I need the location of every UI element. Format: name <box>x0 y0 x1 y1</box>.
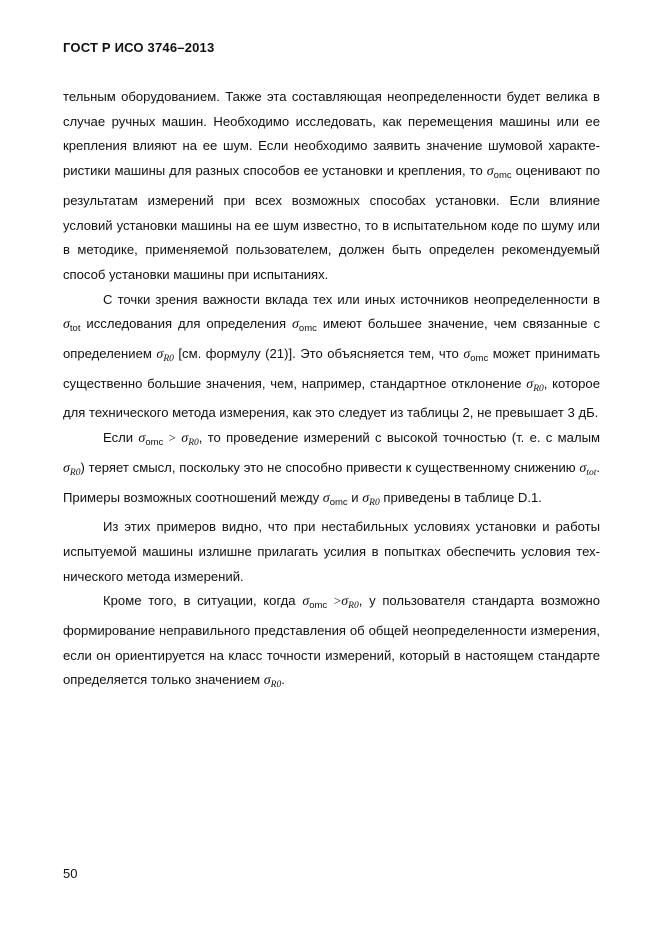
page-number: 50 <box>63 866 78 881</box>
sigma-omc-symbol: $\sigma_{omc}$ <box>138 431 164 449</box>
paragraph-2-text-b: исследования для определения <box>86 316 287 332</box>
paragraph-5 <box>63 589 600 698</box>
sigma-omc-symbol: $\sigma_{omc}$ <box>292 317 317 335</box>
document-body <box>63 85 600 698</box>
sigma-r0-symbol: $\sigma_{R0}$ <box>526 376 544 394</box>
paragraph-1 <box>63 85 600 288</box>
paragraph-1-text-a: тельным оборудованием. Также эта составляющая неопределенности будет велика в случае ручных машин. Необходимо исследовать, как перемещения машины или ее крепления влияют на ее шум. Если необходимо заявить значение шумовой характеристики машины для разных способов ее установки и крепления, то <box>63 89 600 179</box>
sigma-omc-symbol: $\sigma_{omc}$ <box>322 490 348 508</box>
paragraph-2-text-d: [см. формулу (21)]. Это объясняется тем, что <box>178 346 459 362</box>
paragraph-5-text-a: Кроме того, в ситуации, когда <box>103 593 296 609</box>
paragraph-3 <box>63 426 600 515</box>
paragraph-2-text-e: может принимать существенно большие значения, чем, например, стандартное отклонение <box>63 346 601 391</box>
greater-than-symbol: > <box>168 430 176 446</box>
paragraph-3-text-d: . Примеры возможных соотношений между <box>63 459 600 505</box>
sigma-omc-symbol: $\sigma_{omc}$ <box>486 164 512 182</box>
greater-than-symbol: > <box>333 593 342 609</box>
sigma-tot-symbol: $\sigma_{tot}$ <box>63 317 81 335</box>
paragraph-2-text-c: имеют большее значение, чем связанные с определением <box>63 316 601 362</box>
paragraph-2-text-f: , которое для технического метода измерения, как это следует из таблицы 2, не превышает 3 дБ. <box>63 375 600 421</box>
sigma-r0-symbol: $\sigma_{R0}$ <box>341 594 359 612</box>
paragraph-3-text-a: Если <box>103 430 134 446</box>
paragraph-3-text-b: , то проведение измерений с высокой точностью (т. е. с малым <box>198 430 601 446</box>
paragraph-5-text-b: , у пользователя стандарта возможно формирование неправильного представления об общей неопределенности измерения, если он ориентируется на класс точности измерений, который в настоящем стандарте определяется только значением <box>63 593 601 688</box>
sigma-r0-symbol: $\sigma_{R0}$ <box>181 431 199 449</box>
sigma-r0-symbol: $\sigma_{R0}$ <box>263 673 282 691</box>
sigma-r0-symbol: $\sigma_{R0}$ <box>63 460 81 478</box>
sigma-tot-italic-symbol: $\sigma_{tot}$ <box>579 460 597 478</box>
sigma-r0-symbol: $\sigma_{R0}$ <box>156 347 174 365</box>
paragraph-2 <box>63 288 600 427</box>
paragraph-4: Из этих примеров видно, что при нестабильных условиях установки и работы испытуемой машины излишне прилагать усилия в попытках обеспечить условия технического метода измерений. <box>63 519 600 584</box>
paragraph-1-text-b: оценивают по результатам измерений при всех возможных способах установки. Если влияние условий установки машины на ее шум известно, то в испытательном коде по шуму или в методике, применяемой пользователем, должен быть определен рекомендуемый способ установки машины при испытаниях. <box>63 163 601 282</box>
document-header: ГОСТ Р ИСО 3746–2013 <box>63 40 215 55</box>
paragraph-2-text-a: С точки зрения важности вклада тех или иных источников неопределенности в <box>103 291 600 307</box>
sigma-omc-symbol: $\sigma_{omc}$ <box>302 594 328 612</box>
paragraph-3-text-e: и <box>351 489 359 505</box>
paragraph-3-text-c: ) теряет смысл, поскольку это не способно привести к существенному снижению <box>80 459 576 475</box>
paragraph-5-text-c: . <box>281 672 285 688</box>
paragraph-3-text-f: приведены в таблице D.1. <box>383 489 542 505</box>
sigma-r0-symbol: $\sigma_{R0}$ <box>362 490 380 508</box>
sigma-omc-symbol: $\sigma_{omc}$ <box>463 347 489 365</box>
